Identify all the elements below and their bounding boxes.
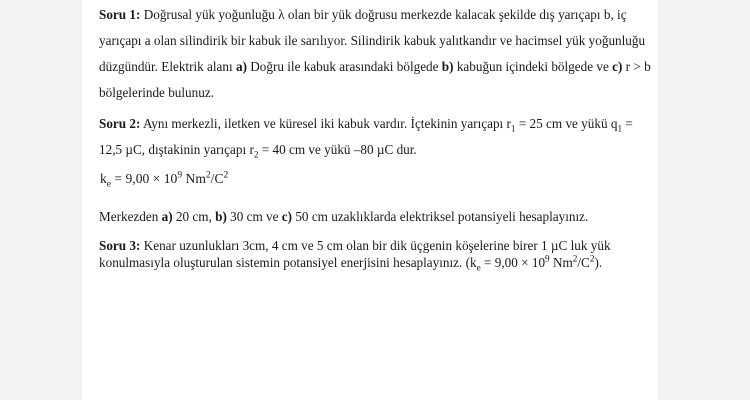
question-1-text: Doğrusal yük yoğunluğu λ olan bir yük doğrusu merkezde kalacak şekilde dış yarıçapı b, iç yarıçapı a olan silindirik bir kabuk ile sarılıyor. Silindirik kabuk yalıtkandır ve hacimsel yük yoğunluğu düzgündür. Elektrik alanı [99,7,646,74]
superscript: 2 [589,253,595,264]
part-a-label: a) [161,209,173,224]
equation-symbol: k [100,171,107,186]
task-text: 50 cm uzaklıklarda elektriksel potansiyeli hesaplayınız. [292,209,589,224]
coulomb-constant-equation [100,170,229,190]
question-3-text: Kenar uzunlukları 3cm, 4 cm ve 5 cm olan bir dik üçgenin köşelerine birer 1 µC luk yük konulmasıyla oluşturulan sistemin potansiyel enerjisini hesaplayınız. (k [99,238,611,270]
question-1-text-part-a: Doğru ile kabuk arasındaki bölgede [246,59,442,74]
part-a-label: a) [235,59,247,74]
question-2-text: = 40 cm ve yükü –80 µC dur. [258,142,417,157]
question-3-text: = 9,00 × 10 [480,255,546,270]
superscript: 9 [177,170,183,181]
task-text: Merkezden [99,209,162,224]
subscript: e [106,179,112,190]
part-c-label: c) [612,59,623,74]
equation-text: = 9,00 × 10 [111,171,178,186]
question-3-label: Soru 3: [99,238,141,253]
question-3-text: Nm [549,255,573,270]
part-b-label: b) [215,209,227,224]
question-2-text: = 12,5 µC, dıştakinin yarıçapı r [99,116,633,157]
question-3-text: /C [577,255,590,270]
question-2 [99,111,655,163]
subscript: 2 [253,149,259,160]
question-2-label: Soru 2: [99,116,141,131]
question-2-task [99,204,655,230]
task-text: 30 cm ve [226,209,282,224]
equation-text: Nm [182,171,206,186]
question-3 [99,237,655,271]
superscript: 9 [545,253,550,264]
subscript: e [476,262,481,273]
question-1-text-part-c: r > b bölgelerinde bulunuz. [99,59,651,100]
part-c-label: c) [281,209,293,224]
part-b-label: b) [441,59,454,74]
question-1 [99,2,655,106]
question-1-label: Soru 1: [99,7,141,22]
superscript: 2 [223,170,229,181]
question-2-text: = 25 cm ve yükü q [515,116,618,131]
question-2-text: Aynı merkezli, iletken ve küresel iki kabuk vardır. İçtekinin yarıçapı r [140,116,511,131]
equation-text: /C [210,171,224,186]
document-page [82,0,658,400]
subscript: 1 [617,123,623,134]
question-3-text: ). [594,255,603,270]
task-text: 20 cm, [172,209,216,224]
superscript: 2 [572,253,578,264]
subscript: 1 [510,123,516,134]
question-1-text-part-b: kabuğun içindeki bölgede ve [453,59,613,74]
superscript: 2 [205,170,211,181]
